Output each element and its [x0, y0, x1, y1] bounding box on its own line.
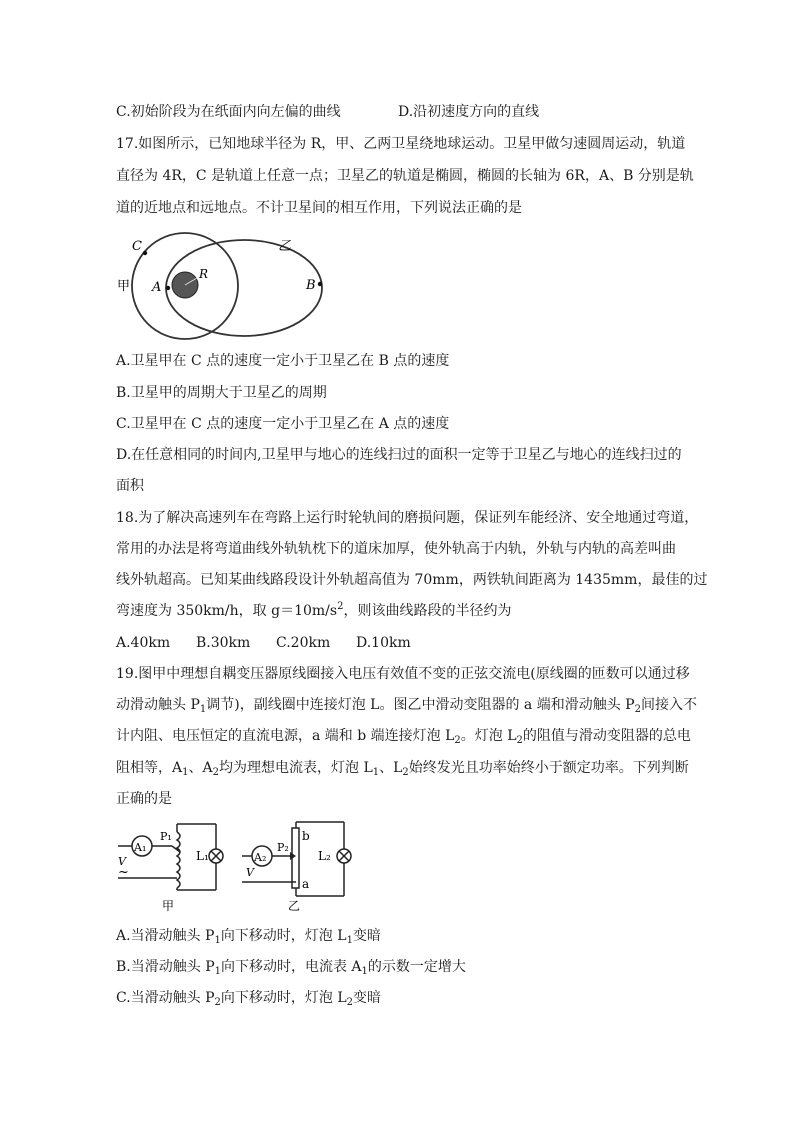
label-tilde: ~ — [118, 865, 129, 880]
q18-stem-line-2: 常用的办法是将弯道曲线外轨轨枕下的道床加厚，使外轨高于内轨，外轨与内轨的高差叫曲 — [116, 541, 676, 557]
q17-option-b: B.卫星甲的周期大于卫星乙的周期 — [116, 385, 327, 401]
q19-stem-line-4: 阻相等，$A_1$、$A_2$均为理想电流表，灯泡 $L_1$、$L_2$始终发光且功率始终小于额定功率。下列判断 — [116, 760, 689, 778]
label-p2: P₂ — [277, 841, 289, 854]
q17-option-a: A.卫星甲在 C 点的速度一定小于卫星乙在 B 点的速度 — [116, 353, 450, 369]
q18-stem-line-4: 弯速度为 350km/h，取 $g=10m/s^2$，则该曲线路段的半径约为 — [116, 601, 512, 619]
q18-stem-line-1: 18.为了解决高速列车在弯路上运行时轮轨间的磨损问题，保证列车能经济、安全地通过弯道， — [116, 510, 699, 526]
label-b: B — [306, 278, 316, 293]
label-yi: 乙 — [288, 899, 301, 913]
q18-option-d: D.10km — [356, 635, 411, 651]
label-r: R — [199, 267, 209, 281]
q16-option-c: C.初始阶段为在纸面内向左偏的曲线 — [116, 104, 341, 120]
q18-option-b: B.30km — [196, 635, 251, 651]
q19-option-a: A.当滑动触头 $P_1$向下移动时，灯泡 $L_1$变暗 — [116, 928, 381, 946]
q19-stem-line-2: 动滑动触头 $P_1$调节)，副线圈中连接灯泡 L。图乙中滑动变阻器的 a 端和滑动触头 $P_2$间接入不 — [116, 697, 697, 715]
point-a — [166, 286, 170, 290]
label-a: a — [302, 877, 310, 891]
slider-p2-arrow — [290, 852, 296, 860]
q18-option-c: C.20km — [276, 635, 331, 651]
label-jia: 甲 — [162, 899, 175, 913]
label-p1: P₁ — [160, 830, 172, 843]
q19-option-c: C.当滑动触头 $P_2$向下移动时，灯泡 $L_2$变暗 — [116, 990, 382, 1008]
label-l1: L₁ — [196, 849, 209, 863]
point-b — [318, 282, 322, 286]
q19-stem-line-1: 19.图甲中理想自耦变压器原线圈接入电压有效值不变的正弦交流电(原线圈的匝数可以通过移 — [116, 666, 690, 682]
label-a: A — [152, 280, 162, 295]
q19-stem-line-3: 计内阻、电压恒定的直流电源，a 端和 b 端连接灯泡 $L_2$。灯泡 $L_2$的阻值与滑动变阻器的总电 — [116, 728, 691, 746]
q18-stem-line-3: 线外轨超高。已知某曲线路段设计外轨超高值为 70mm，两铁轨间距离为 1435mm，最佳的过 — [116, 572, 708, 588]
q17-stem-line-1: 17.如图所示，已知地球半径为 R，甲、乙两卫星绕地球运动。卫星甲做匀速圆周运动，轨道 — [116, 136, 686, 152]
q19-circuit-figure — [112, 818, 362, 914]
autotransformer-coil — [177, 832, 180, 888]
q17-option-c: C.卫星甲在 C 点的速度一定小于卫星乙在 A 点的速度 — [116, 416, 450, 432]
q17-stem-line-2: 直径为 4R，C 是轨道上任意一点；卫星乙的轨道是椭圆，椭圆的长轴为 6R，A、B 分别是轨 — [116, 168, 694, 184]
label-jia: 甲 — [117, 279, 131, 294]
point-c — [143, 251, 147, 255]
label-a1: A₁ — [134, 841, 147, 854]
label-l2: L₂ — [318, 849, 331, 863]
q19-option-b: B.当滑动触头 $P_1$向下移动时，电流表 $A_1$的示数一定增大 — [116, 959, 466, 977]
q17-option-d: D.在任意相同的时间内,卫星甲与地心的连线扫过的面积一定等于卫星乙与地心的连线扫过的 — [116, 447, 682, 463]
label-yi: 乙 — [278, 239, 292, 254]
q17-stem-line-3: 道的近地点和远地点。不计卫星间的相互作用，下列说法正确的是 — [116, 200, 522, 216]
label-b: b — [302, 829, 310, 843]
q17-option-d-cont: 面积 — [116, 478, 144, 494]
q16-option-d: D.沿初速度方向的直线 — [398, 104, 540, 120]
q17-orbit-figure — [112, 228, 352, 346]
rheostat — [292, 828, 299, 888]
label-c: C — [132, 239, 142, 254]
q18-option-a: A.40km — [116, 635, 171, 651]
q19-stem-line-5: 正确的是 — [116, 791, 172, 807]
label-v-right: V — [246, 866, 254, 879]
label-v-left: V — [118, 855, 126, 868]
label-a2: A₂ — [254, 851, 267, 864]
q18-options — [116, 633, 411, 653]
